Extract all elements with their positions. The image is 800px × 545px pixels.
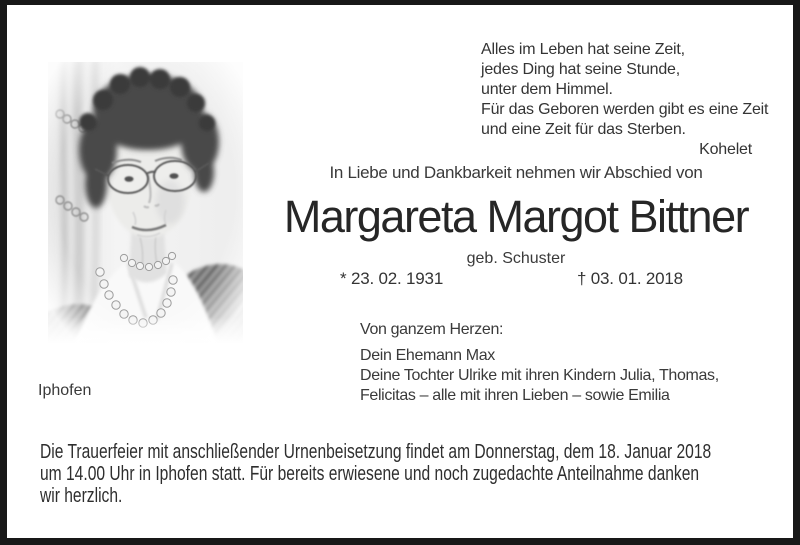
birth-date: * 23. 02. 1931 [340,269,444,288]
death-date: † 03. 01. 2018 [577,269,683,288]
place-label: Iphofen [38,382,92,399]
birth-name: geb. Schuster [466,250,566,267]
funeral-line-1: Die Trauerfeier mit anschließender Urnenbeisetzung findet am Donnerstag, dem 18. Januar 2018 [40,441,712,463]
quote-line-1: Alles im Leben hat seine Zeit, [481,41,685,58]
farewell-heading: Von ganzem Herzen: [360,321,504,338]
quote-block [481,40,769,160]
funeral-info [40,441,711,507]
deceased-name: Margareta Margot Bittner [283,191,749,242]
mourner-line-1: Dein Ehemann Max [360,347,495,364]
mourner-line-2: Deine Tochter Ulrike mit ihren Kindern Julia, Thomas, [360,367,719,384]
portrait-photo-image [48,62,243,343]
quote-line-3: unter dem Himmel. [481,81,613,98]
funeral-line-2: um 14.00 Uhr in Iphofen statt. Für bereits erwiesene und noch zugedachte Anteilnahme danken [40,463,700,485]
funeral-line-3: wir herzlich. [40,485,123,507]
quote-attribution: Kohelet [699,141,752,158]
quote-line-5: und eine Zeit für das Sterben. [481,121,686,138]
quote-line-4: Für das Geboren werden gibt es eine Zeit [481,101,769,118]
quote-line-2: jedes Ding hat seine Stunde, [481,61,680,78]
portrait-photo [48,62,243,343]
mourners-block [360,320,719,406]
mourner-line-3: Felicitas – alle mit ihren Lieben – sowie Emilia [360,387,670,404]
intro-line: In Liebe und Dankbarkeit nehmen wir Abschied von [329,163,703,182]
